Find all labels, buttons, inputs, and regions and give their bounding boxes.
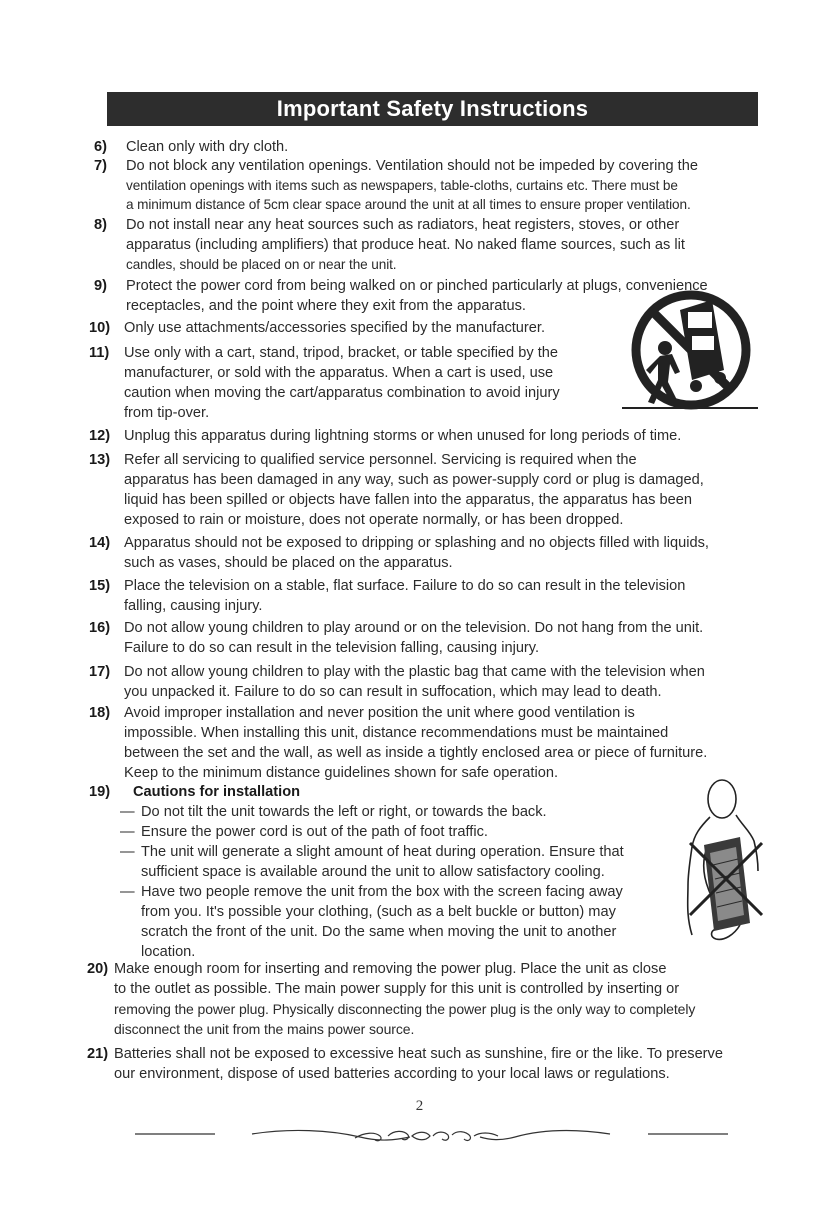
item-number: 20)	[87, 961, 109, 977]
item-text: Batteries shall not be exposed to excessive heat such as sunshine, fire or the like. To preserve	[114, 1046, 723, 1062]
item-number: 7)	[94, 158, 107, 174]
bullet-text: Do not tilt the unit towards the left or right, or towards the back.	[141, 804, 547, 820]
item-number: 9)	[94, 278, 107, 294]
bullet-dash: —	[120, 884, 135, 900]
item-text: Avoid improper installation and never position the unit where good ventilation is	[124, 705, 635, 721]
item-text: Unplug this apparatus during lightning storms or when unused for long periods of time.	[124, 428, 682, 444]
item-number: 8)	[94, 217, 107, 233]
item-text: Make enough room for inserting and removing the power plug. Place the unit as close	[114, 961, 667, 977]
item-text: disconnect the unit from the mains power source.	[114, 1021, 415, 1037]
item-number: 16)	[89, 620, 111, 636]
item-text: ventilation openings with items such as newspapers, table-cloths, curtains etc. There must be	[126, 178, 678, 193]
item-text: Use only with a cart, stand, tripod, bracket, or table specified by the	[124, 345, 558, 361]
item-text: such as vases, should be placed on the apparatus.	[124, 555, 453, 571]
item-text: manufacturer, or sold with the apparatus. When a cart is used, use	[124, 365, 554, 381]
bullet-text: sufficient space is available around the unit to allow satisfactory cooling.	[141, 864, 605, 880]
item-number: 6)	[94, 139, 107, 155]
item-text: Do not block any ventilation openings. Ventilation should not be impeded by covering the	[126, 158, 698, 174]
no-single-person-lift-icon	[680, 775, 772, 950]
bullet-dash: —	[120, 824, 135, 840]
item-text: from tip-over.	[124, 405, 210, 421]
item-text: a minimum distance of 5cm clear space around the unit at all times to ensure proper ventilation.	[126, 197, 691, 212]
item-number: 10)	[89, 320, 111, 336]
item-number: 15)	[89, 578, 111, 594]
bullet-text: scratch the front of the unit. Do the same when moving the unit to another	[141, 924, 617, 940]
item-number: 21)	[87, 1046, 109, 1062]
bullet-text: location.	[141, 944, 196, 960]
item-text: Clean only with dry cloth.	[126, 139, 289, 155]
item-text: between the set and the wall, as well as inside a tightly enclosed area or piece of furniture.	[124, 745, 708, 761]
bullet-text: from you. It's possible your clothing, (such as a belt buckle or button) may	[141, 904, 616, 920]
item-text: impossible. When installing this unit, distance recommendations must be maintained	[124, 725, 669, 741]
item-text: Do not install near any heat sources such as radiators, heat registers, stoves, or other	[126, 217, 680, 233]
section-subtitle: Cautions for installation	[133, 784, 301, 800]
item-text: you unpacked it. Failure to do so can result in suffocation, which may lead to death.	[124, 684, 662, 700]
item-text: caution when moving the cart/apparatus combination to avoid injury	[124, 385, 560, 401]
footer-ornament	[130, 1122, 730, 1152]
item-text: exposed to rain or moisture, does not operate normally, or has been dropped.	[124, 512, 624, 528]
item-text: Keep to the minimum distance guidelines shown for safe operation.	[124, 765, 559, 781]
bullet-dash: —	[120, 844, 135, 860]
item-text: candles, should be placed on or near the unit.	[126, 257, 397, 272]
item-text: liquid has been spilled or objects have fallen into the apparatus, the apparatus has been	[124, 492, 692, 508]
item-text: apparatus (including amplifiers) that produce heat. No naked flame sources, such as lit	[126, 237, 685, 253]
item-text: Only use attachments/accessories specified by the manufacturer.	[124, 320, 545, 336]
item-number: 14)	[89, 535, 111, 551]
item-text: apparatus has been damaged in any way, such as power-supply cord or plug is damaged,	[124, 472, 704, 488]
item-number: 18)	[89, 705, 111, 721]
bullet-text: The unit will generate a slight amount of heat during operation. Ensure that	[141, 844, 624, 860]
item-text: to the outlet as possible. The main power supply for this unit is controlled by inserting or	[114, 981, 680, 997]
item-text: Protect the power cord from being walked on or pinched particularly at plugs, convenience	[126, 278, 708, 294]
item-number: 17)	[89, 664, 111, 680]
item-text: Place the television on a stable, flat surface. Failure to do so can result in the television	[124, 578, 686, 594]
item-text: Refer all servicing to qualified service personnel. Servicing is required when the	[124, 452, 637, 468]
item-number: 11)	[89, 345, 110, 361]
item-text: Do not allow young children to play around or on the television. Do not hang from the unit.	[124, 620, 704, 636]
item-text: Do not allow young children to play with the plastic bag that came with the television when	[124, 664, 705, 680]
item-number: 13)	[89, 452, 111, 468]
item-text: our environment, dispose of used batteries according to your local laws or regulations.	[114, 1066, 670, 1082]
item-text: receptacles, and the point where they exit from the apparatus.	[126, 298, 526, 314]
bullet-dash: —	[120, 804, 135, 820]
item-number: 19)	[89, 784, 111, 800]
item-text: Failure to do so can result in the television falling, causing injury.	[124, 640, 540, 656]
cart-tip-over-warning-icon	[620, 290, 760, 415]
bullet-text: Ensure the power cord is out of the path of foot traffic.	[141, 824, 488, 840]
item-text: Apparatus should not be exposed to dripping or splashing and no objects filled with liquids,	[124, 535, 709, 551]
bullet-text: Have two people remove the unit from the box with the screen facing away	[141, 884, 623, 900]
page-number: 2	[415, 1098, 424, 1114]
item-text: removing the power plug. Physically disconnecting the power plug is the only way to completely	[114, 1001, 696, 1017]
item-text: falling, causing injury.	[124, 598, 263, 614]
page-title: Important Safety Instructions	[107, 92, 758, 126]
item-number: 12)	[89, 428, 111, 444]
